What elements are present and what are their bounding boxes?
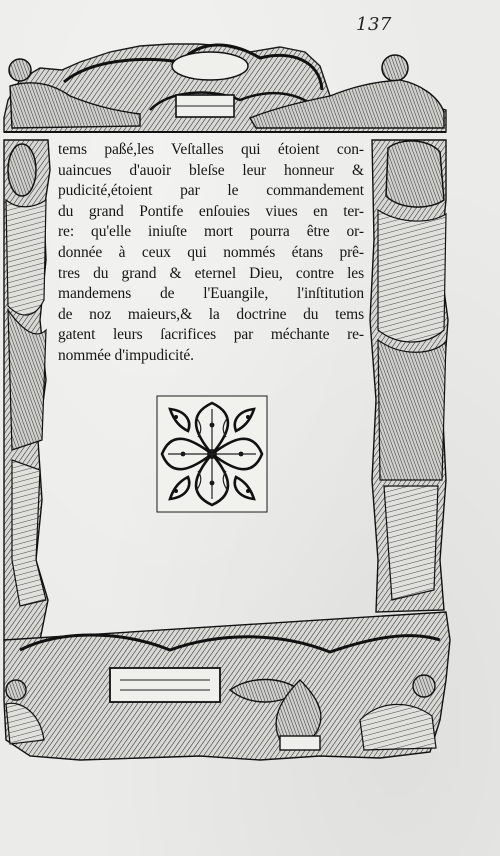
text-line: re: qu'elle iniuſte mort pourra être or- — [58, 223, 364, 241]
text-line: gatent leurs ſacrifices par méchante re- — [58, 326, 364, 344]
bottom-border-illustration — [4, 612, 450, 760]
text-line: tems paßé,les Veſtalles qui étoient con- — [58, 141, 364, 158]
text-line: tres du grand & eternel Dieu, contre les — [58, 264, 364, 282]
top-border-illustration — [4, 44, 446, 132]
page-number: 137 — [356, 14, 392, 35]
text-line: mandemens de l'Euangile, l'inſtitution — [58, 285, 364, 303]
text-line: nommée d'impudicité. — [58, 346, 194, 364]
text-line: uaincues d'auoir bleſse leur honneur & — [58, 161, 364, 179]
left-caryatid-illustration — [4, 140, 50, 640]
floral-fleuron-ornament — [156, 395, 268, 513]
text-line: donnée à ceux qui nommés étans prê- — [58, 243, 364, 261]
text-line: pudicité,étoient par le commandement — [58, 182, 364, 200]
right-caryatid-illustration — [370, 140, 448, 612]
text-line: du grand Pontife enſouies viues en ter- — [58, 202, 364, 220]
body-text — [58, 140, 364, 367]
text-line: de noz maieurs,& la doctrine du tems — [58, 305, 364, 323]
